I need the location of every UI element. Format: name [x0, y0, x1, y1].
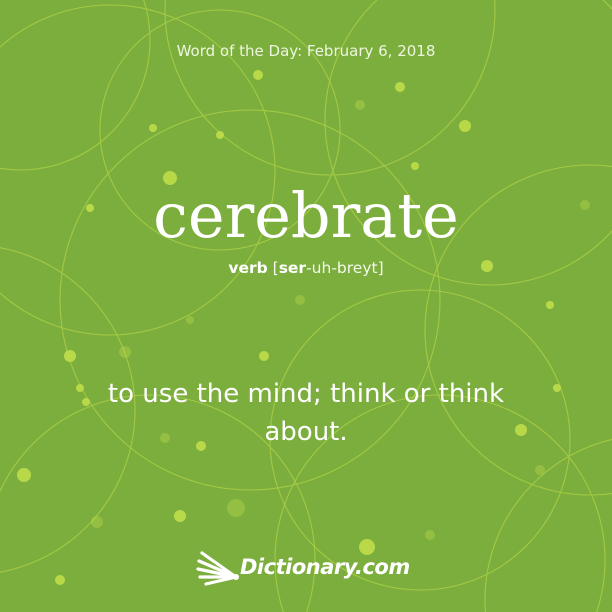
pronunciation-close-bracket: ] [377, 259, 384, 277]
word-title: cerebrate [153, 179, 459, 252]
word-of-the-day-date: Word of the Day: February 6, 2018 [176, 42, 436, 60]
dictionary-logo [196, 543, 426, 593]
pronunciation-stressed-syllable: ser [278, 259, 307, 277]
definition-text: to use the mind; think or think about. [107, 379, 505, 447]
pronunciation-open-bracket: [ [267, 259, 279, 277]
pronunciation-rest: -uh-breyt [306, 259, 378, 277]
part-of-speech: verb [228, 259, 268, 277]
dictionary-brand-text: Dictionary.com [240, 555, 410, 579]
pronunciation-line [0, 259, 612, 277]
dictionary-burst-icon [196, 547, 240, 587]
